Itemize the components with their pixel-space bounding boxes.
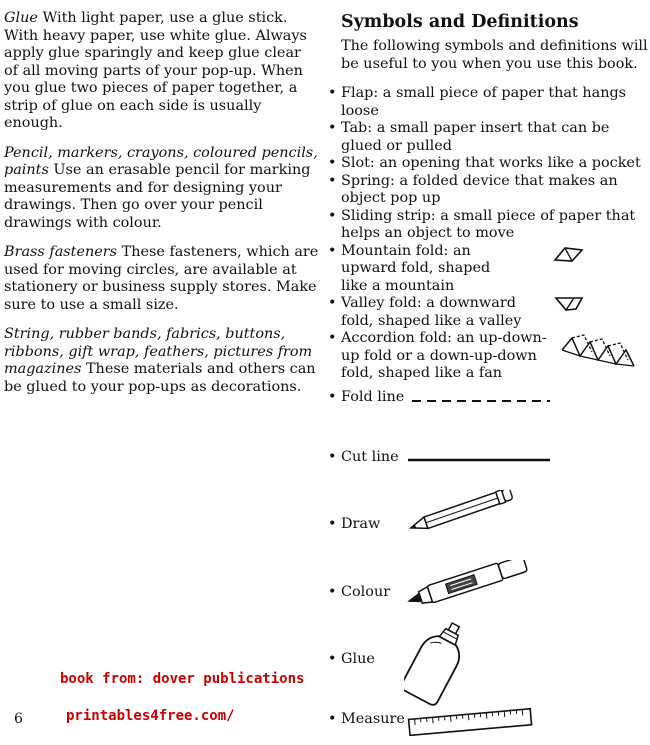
definition-mountain-fold — [328, 243, 648, 296]
materials-text: These materials and others can be glued to your pop-ups as decorations. — [4, 361, 316, 395]
bullet-icon: • — [328, 449, 337, 465]
bullet-icon: • — [328, 242, 337, 259]
symbol-label: Cut line — [341, 449, 399, 465]
symbol-label: Fold line — [341, 389, 405, 405]
definition-text: Spring: a folded device that makes an object pop up — [341, 172, 618, 206]
definition-text: Mountain fold: an upward fold, shaped like a mountain — [341, 242, 491, 294]
glue-text: With light paper, use a glue stick. With heavy paper, use white glue. Always apply glue sparingly and keep glue clear of all moving parts of your pop-up. When you glue two pieces of paper together, a strip of glue on each side is usually enough. — [4, 10, 307, 131]
bullet-icon: • — [328, 295, 337, 311]
symbol-fold-line — [328, 389, 404, 407]
marker-icon — [402, 560, 534, 604]
page-number: 6 — [14, 711, 23, 727]
pencil-text: Use an erasable pencil for marking measurements and for designing your drawings. Then go over your pencil drawings with colour. — [4, 162, 311, 231]
bullet-icon: • — [328, 584, 337, 600]
definition-text: Flap: a small piece of paper that hangs loose — [341, 85, 627, 119]
symbol-draw — [328, 516, 380, 534]
definition-valley-fold — [328, 295, 648, 330]
symbol-label: Colour — [341, 584, 391, 600]
materials-term: String, rubber bands, fabrics, buttons, ribbons, gift wrap, feathers, pictures from magazines — [4, 326, 313, 377]
definition-text: Slot: an opening that works like a pocket — [341, 155, 641, 171]
materials-paragraph — [4, 326, 319, 396]
glue-bottle-icon — [404, 618, 468, 706]
bullet-icon: • — [328, 651, 337, 667]
definition-accordion-fold — [328, 330, 648, 383]
dashed-line-icon — [412, 398, 552, 404]
mountain-fold-icon — [552, 245, 586, 263]
pencil-paragraph — [4, 145, 319, 233]
section-heading: Symbols and Definitions — [341, 12, 579, 32]
definition-text: Sliding strip: a small piece of paper that helps an object to move — [341, 207, 636, 241]
solid-line-icon — [408, 457, 552, 463]
definition-slot — [328, 155, 648, 173]
fasteners-paragraph — [4, 244, 319, 314]
definition-text: Accordion fold: an up-down-up fold or a down-up-down fold, shaped like a fan — [341, 330, 547, 381]
bullet-icon: • — [328, 85, 337, 101]
bullet-icon: • — [328, 516, 337, 532]
glue-paragraph — [4, 10, 319, 133]
bullet-icon: • — [328, 389, 337, 405]
credit-publisher: book from: dover publications — [60, 671, 305, 687]
bullet-icon: • — [328, 155, 337, 171]
definition-flap — [328, 85, 648, 120]
bullet-icon: • — [328, 172, 337, 189]
definition-text: Tab: a small paper insert that can be glued or pulled — [341, 120, 610, 154]
bullet-icon: • — [328, 207, 337, 224]
glue-term: Glue — [4, 10, 38, 26]
section-intro: The following symbols and definitions will be useful to you when you use this book. — [341, 38, 648, 72]
bullet-icon: • — [328, 330, 337, 346]
accordion-fold-icon — [560, 332, 636, 368]
credit-website[interactable]: printables4free.com/ — [66, 708, 235, 724]
definition-spring — [328, 173, 648, 208]
pencil-term: Pencil, markers, crayons, coloured pencils, paints — [4, 144, 318, 178]
symbol-measure — [328, 711, 405, 729]
left-column — [4, 10, 319, 408]
symbol-colour — [328, 584, 390, 602]
symbol-label: Glue — [341, 651, 375, 667]
fasteners-text: These fasteners, which are used for moving circles, are available at stationery or business supply stores. Make sure to use a small size. — [4, 244, 319, 313]
definitions-list — [328, 85, 648, 383]
definition-sliding-strip — [328, 208, 648, 243]
right-column — [328, 12, 648, 383]
ruler-icon — [406, 706, 536, 736]
fasteners-term: Brass fasteners — [4, 244, 118, 260]
bullet-icon: • — [328, 120, 337, 136]
valley-fold-icon — [554, 295, 586, 313]
bullet-icon: • — [328, 711, 337, 727]
definition-text: Valley fold: a downward fold, shaped like a valley — [341, 295, 522, 329]
symbol-label: Draw — [341, 516, 381, 532]
pencil-icon — [404, 490, 516, 532]
symbol-glue — [328, 651, 375, 669]
symbol-cut-line — [328, 449, 399, 467]
definition-tab — [328, 120, 648, 155]
symbol-label: Measure — [341, 711, 405, 727]
